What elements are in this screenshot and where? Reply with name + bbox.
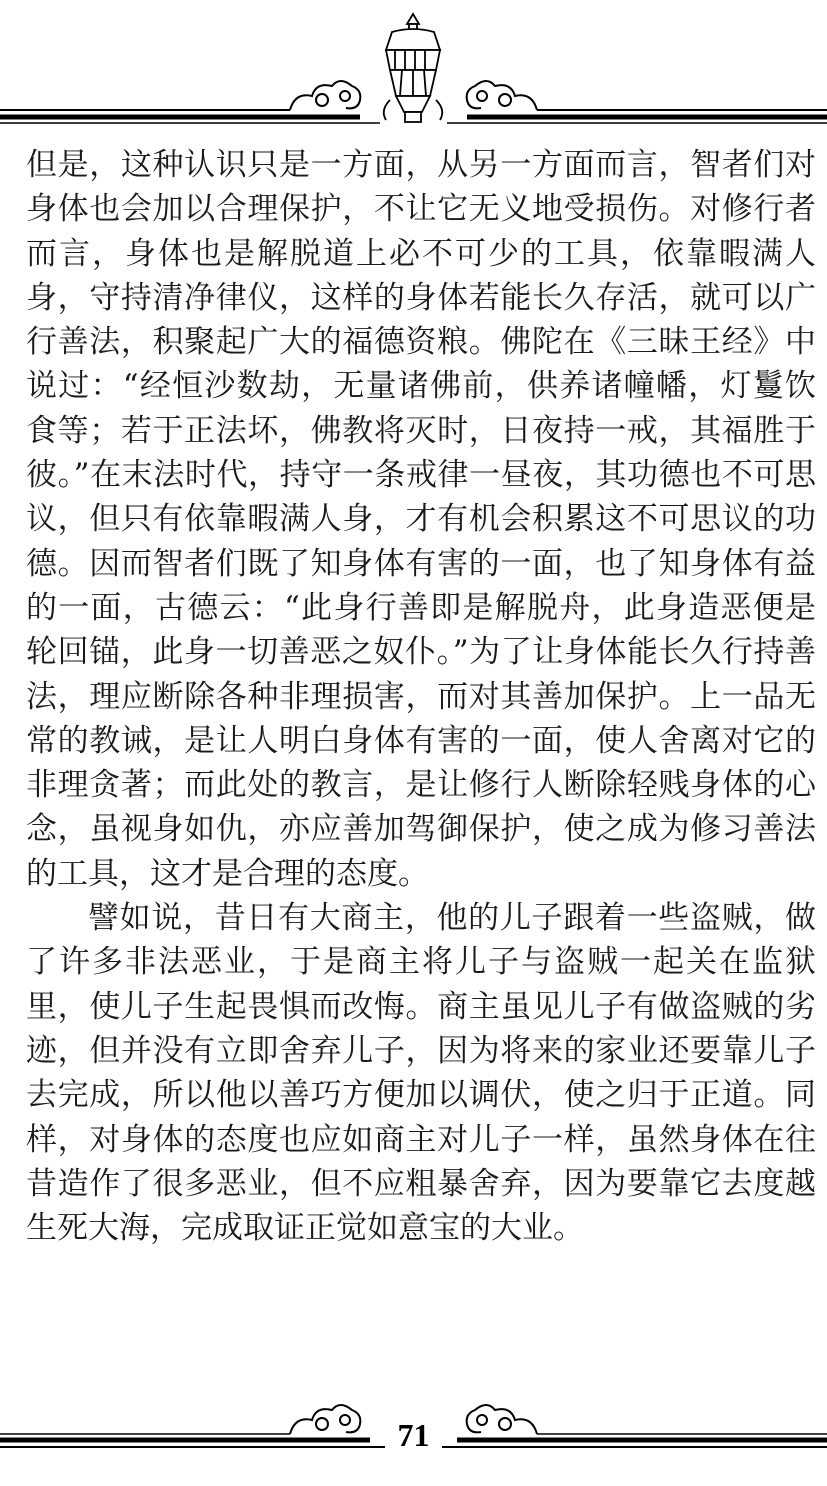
victory-banner-icon <box>384 14 443 122</box>
cloud-scroll-right-icon <box>467 81 537 110</box>
page-number: 71 <box>397 1417 430 1453</box>
paragraph-1: 但是，这种认识只是一方面，从另一方面而言，智者们对身体也会加以合理保护，不让它无义地受损伤。对修行者而言，身体也是解脱道上必不可少的工具，依靠暇满人身，守持清净律仪，这样的身体若能长久存活，就可以广行善法，积聚起广大的福德资粮。佛陀在《三昧王经》中说过：“经恒沙数劫，无量诸佛前，供养诸幢幡，灯鬘饮食等；若于正法坏，佛教将灭时，日夜持一戒，其福胜于彼。”在末法时代，持守一条戒律一昼夜，其功德也不可思议，但只有依靠暇满人身，才有机会积累这不可思议的功德。因而智者们既了知身体有害的一面，也了知身体有益的一面，古德云：“此身行善即是解脱舟，此身造恶便是轮回锚，此身一切善恶之奴仆。”为了让身体能长久行持善法，理应断除各种非理损害，而对其善加保护。上一品无常的教诫，是让人明白身体有害的一面，使人舍离对它的非理贪著；而此处的教言，是让修行人断除轻贱身体的心念，虽视身如仇，亦应善加驾御保护，使之成为修习善法的工具，这才是合理的态度。 <box>26 147 816 892</box>
paragraph-2: 譬如说，昔日有大商主，他的儿子跟着一些盗贼，做了许多非法恶业，于是商主将儿子与盗贼一起关在监狱里，使儿子生起畏惧而改悔。商主虽见儿子有做盗贼的劣迹，但并没有立即舍弃儿子，因为将来的家业还要靠儿子去完成，所以他以善巧方便加以调伏，使之归于正道。同样，对身体的态度也应如商主对儿子一样，虽然身体在往昔造作了很多恶业，但不应粗暴舍弃，因为要靠它去度越生死大海，完成取证正觉如意宝的大业。 <box>26 900 816 1247</box>
cloud-scroll-left-icon <box>290 81 360 110</box>
header-ornament <box>0 0 827 140</box>
body-text <box>26 143 816 1250</box>
